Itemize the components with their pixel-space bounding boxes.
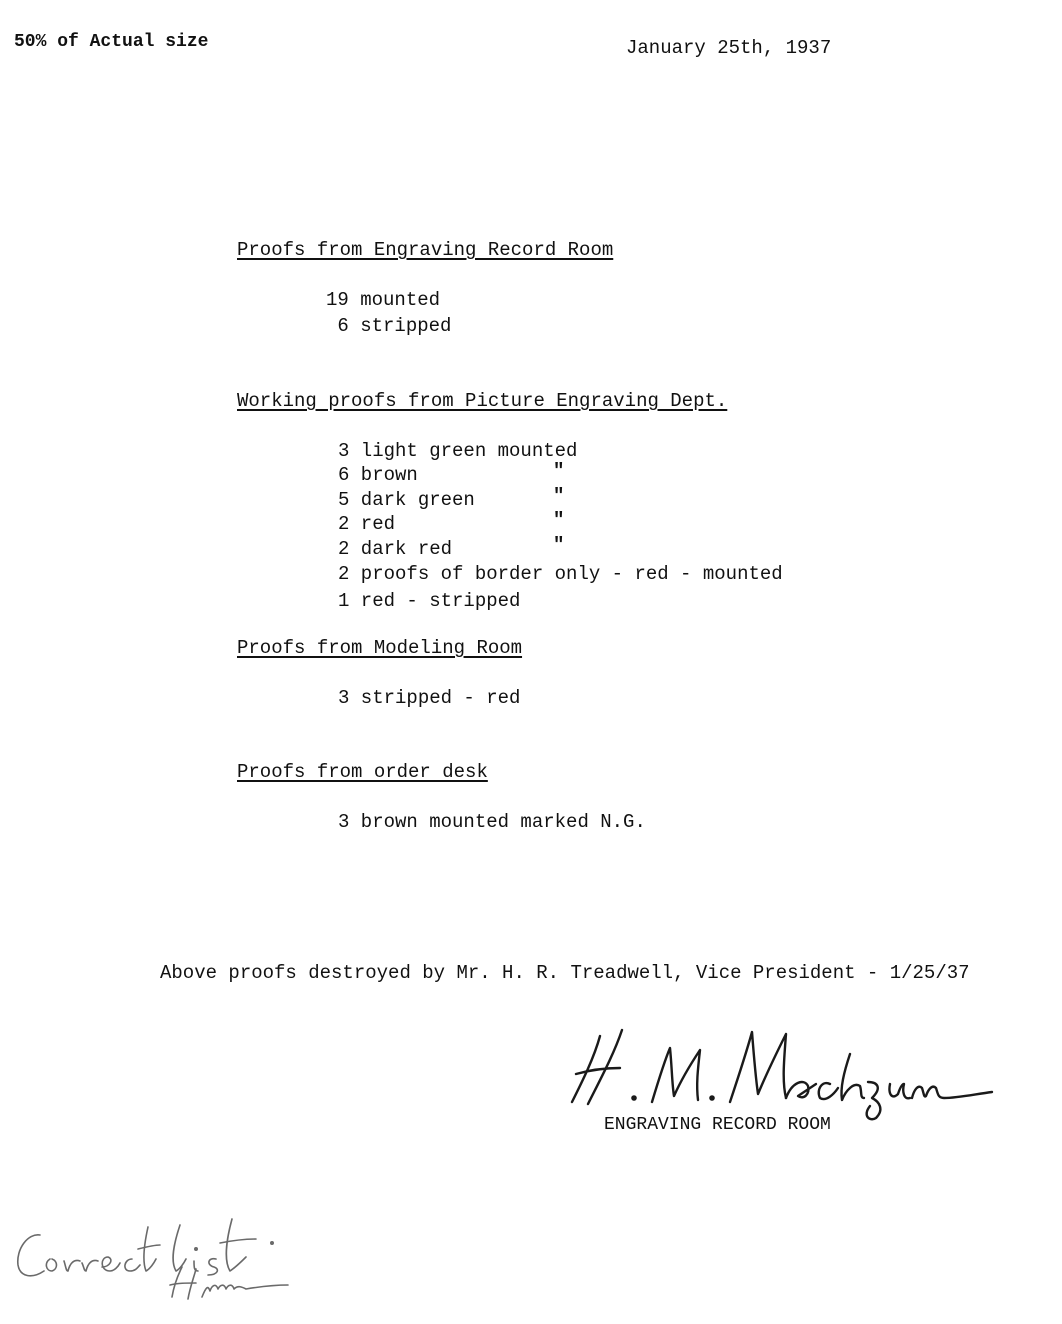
- document-date: January 25th, 1937: [626, 37, 832, 59]
- ditto-mark: ": [553, 509, 565, 531]
- department-label: ENGRAVING RECORD ROOM: [604, 1115, 831, 1135]
- ditto-mark: ": [553, 485, 565, 507]
- handwritten-note: [10, 1205, 300, 1305]
- section-heading-record-room: Proofs from Engraving Record Room: [237, 239, 614, 261]
- list-item: 2 red: [338, 513, 396, 535]
- ditto-mark: ": [553, 534, 565, 556]
- list-item: 19 mounted: [326, 289, 441, 311]
- list-item: 3 brown mounted marked N.G.: [338, 811, 646, 833]
- signature: [560, 1018, 1000, 1118]
- list-item: 6 stripped: [326, 315, 452, 337]
- list-item: 2 proofs of border only - red - mounted: [338, 563, 783, 585]
- section-heading-modeling-room: Proofs from Modeling Room: [237, 637, 523, 659]
- destruction-statement: Above proofs destroyed by Mr. H. R. Treadwell, Vice President - 1/25/37: [160, 962, 970, 984]
- section-heading-order-desk: Proofs from order desk: [237, 761, 488, 783]
- scale-note: 50% of Actual size: [14, 32, 209, 52]
- list-item: 1 red - stripped: [338, 590, 521, 612]
- list-item: 2 dark red: [338, 538, 453, 560]
- list-item: 6 brown: [338, 464, 418, 486]
- ditto-mark: ": [553, 460, 565, 482]
- list-item: 5 dark green: [338, 489, 475, 511]
- list-item: 3 light green mounted: [338, 440, 578, 462]
- list-item: 3 stripped - red: [338, 687, 521, 709]
- section-heading-picture-engraving: Working proofs from Picture Engraving Dept.: [237, 390, 728, 412]
